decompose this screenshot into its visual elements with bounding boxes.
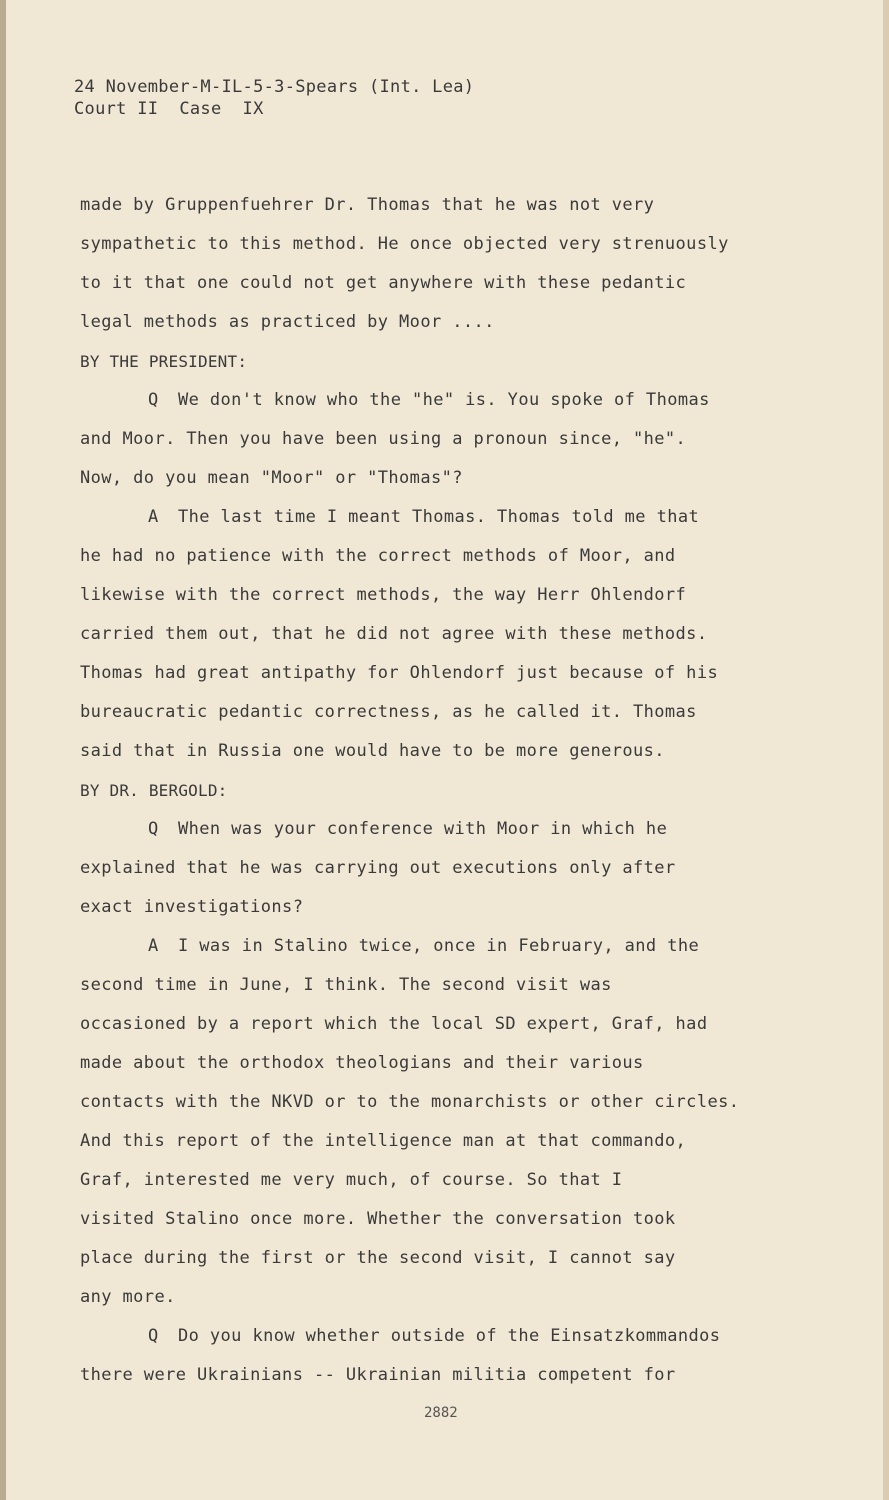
text-line: to it that one could not get anywhere with these pedantic (80, 273, 687, 293)
page-number: 2882 (424, 1405, 458, 1421)
answer-line: likewise with the correct methods, the way Herr Ohlendorf (80, 585, 687, 605)
answer-line: occasioned by a report which the local SD expert, Graf, had (80, 1014, 708, 1034)
answer-text: I was in Stalino twice, once in February, and the (178, 936, 700, 956)
answer-line: carried them out, that he did not agree with these methods. (80, 624, 708, 644)
question-text: When was your conference with Moor in which he (178, 819, 668, 839)
answer-line: second time in June, I think. The second visit was (80, 975, 612, 995)
text-line: made by Gruppenfuehrer Dr. Thomas that he was not very (80, 195, 655, 215)
answer-line: place during the first or the second visit, I cannot say (80, 1248, 676, 1268)
answer-line: bureaucratic pedantic correctness, as he called it. Thomas (80, 702, 697, 722)
header-court-line: Court II Case IX (74, 99, 264, 119)
question-line: exact investigations? (80, 897, 304, 917)
question-line (80, 381, 820, 420)
header-session-line: 24 November-M-IL-5-3-Spears (Int. Lea) (74, 77, 475, 97)
question-line: Now, do you mean "Moor" or "Thomas"? (80, 468, 463, 488)
question-marker: Q (148, 819, 159, 839)
speaker-heading-president: BY THE PRESIDENT: (80, 352, 248, 371)
answer-line: visited Stalino once more. Whether the conversation took (80, 1209, 676, 1229)
question-line: there were Ukrainians -- Ukrainian militia competent for (80, 1365, 676, 1385)
question-line (80, 810, 820, 849)
page-header (74, 76, 474, 120)
answer-marker: A (148, 507, 159, 527)
answer-line: And this report of the intelligence man at that commando, (80, 1131, 687, 1151)
answer-line: any more. (80, 1287, 176, 1307)
answer-line (80, 498, 820, 537)
answer-line: said that in Russia one would have to be more generous. (80, 741, 665, 761)
question-text: Do you know whether outside of the Einsatzkommandos (178, 1326, 721, 1346)
question-marker: Q (148, 1326, 159, 1346)
question-line: explained that he was carrying out executions only after (80, 858, 676, 878)
answer-line: Thomas had great antipathy for Ohlendorf just because of his (80, 663, 719, 683)
text-line: legal methods as practiced by Moor .... (80, 312, 495, 332)
answer-line: made about the orthodox theologians and their various (80, 1053, 644, 1073)
question-text: We don't know who the "he" is. You spoke of Thomas (178, 390, 710, 410)
answer-line: contacts with the NKVD or to the monarchists or other circles. (80, 1092, 740, 1112)
answer-line: he had no patience with the correct methods of Moor, and (80, 546, 676, 566)
speaker-heading-bergold: BY DR. BERGOLD: (80, 781, 228, 800)
text-line: sympathetic to this method. He once objected very strenuously (80, 234, 729, 254)
question-line: and Moor. Then you have been using a pronoun since, "he". (80, 429, 687, 449)
answer-marker: A (148, 936, 159, 956)
answer-line (80, 927, 820, 966)
question-line (80, 1317, 820, 1356)
answer-line: Graf, interested me very much, of course. So that I (80, 1170, 623, 1190)
answer-text: The last time I meant Thomas. Thomas told me that (178, 507, 700, 527)
question-marker: Q (148, 390, 159, 410)
transcript-body (80, 186, 820, 1395)
